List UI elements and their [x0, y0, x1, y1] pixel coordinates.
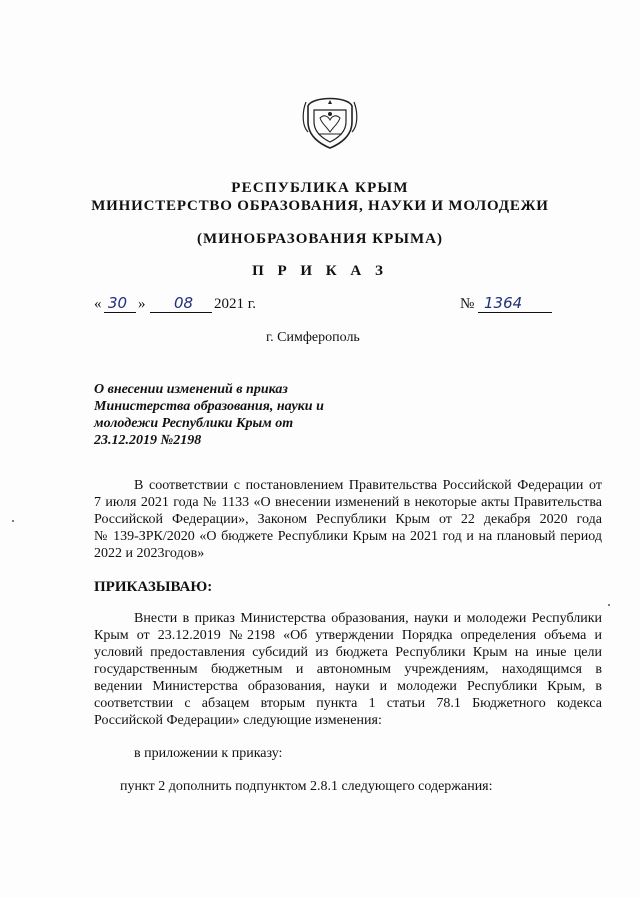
order-number-handwritten: 1364	[484, 294, 523, 312]
orders-heading: ПРИКАЗЫВАЮ:	[94, 579, 213, 595]
republic-heading: РЕСПУБЛИКА КРЫМ	[231, 180, 409, 196]
coat-of-arms-emblem	[302, 92, 358, 150]
paragraph-line: Внести в приказ Министерства образования, науки и молодежи Республики	[134, 611, 602, 626]
appendix-line: в приложении к приказу:	[134, 746, 283, 761]
subject-line: О внесении изменений в приказ	[94, 382, 288, 397]
date-day-handwritten: 30	[108, 294, 128, 312]
date-close-quote: »	[138, 296, 146, 312]
month-underline	[150, 312, 212, 313]
preamble-paragraph	[94, 477, 602, 562]
ministry-short-name: (МИНОБРАЗОВАНИЯ КРЫМА)	[197, 231, 443, 247]
paragraph-line: соответствии с абзацем вторым пункта 1 статьи 78.1 Бюджетного кодекса	[94, 696, 602, 711]
paragraph-line: ведении Министерства образования, науки и молодежи Республики Крым, в	[94, 679, 602, 694]
item-line: пункт 2 дополнить подпунктом 2.8.1 следующего содержания:	[120, 779, 493, 794]
document-type-title: П Р И К А З	[252, 263, 388, 279]
number-underline	[478, 312, 552, 313]
paragraph-line: государственным бюджетным и автономным учреждениям, находящимся в	[94, 662, 602, 677]
subject-line: молодежи Республики Крым от	[94, 416, 294, 431]
order-subject	[94, 381, 354, 449]
orders-paragraph	[94, 610, 602, 729]
paragraph-line: условий предоставления субсидий из бюджета Республики Крым на иные цели	[94, 645, 602, 660]
paragraph-line: № 139-ЗРК/2020 «О бюджете Республики Крым на 2021 год и на плановый период	[94, 529, 602, 544]
subject-line: Министерства образования, науки и	[94, 399, 324, 414]
subject-line: 23.12.2019 №2198	[94, 433, 202, 448]
ministry-heading: МИНИСТЕРСТВО ОБРАЗОВАНИЯ, НАУКИ И МОЛОДЕЖИ	[91, 198, 549, 214]
date-year: 2021 г.	[214, 296, 256, 312]
date-month-handwritten: 08	[174, 294, 194, 312]
paragraph-line: Российской Федерации» следующие изменения:	[94, 713, 382, 728]
scan-speck	[12, 520, 14, 522]
date-number-row	[94, 296, 564, 316]
paragraph-line: Российской Федерации», Законом Республики Крым от 22 декабря 2020 года	[94, 512, 602, 527]
paragraph-line: 7 июля 2021 года № 1133 «О внесении изменений в некоторые акты Правительства	[94, 495, 602, 510]
paragraph-line: В соответствии с постановлением Правительства Российской Федерации от	[134, 478, 602, 493]
paragraph-line: Крым от 23.12.2019 №2198 «Об утверждении Порядка определения объема и	[94, 628, 602, 643]
date-open-quote: «	[94, 296, 102, 312]
scan-speck	[608, 604, 610, 606]
city-line: г. Симферополь	[266, 330, 360, 345]
number-label: №	[460, 296, 475, 312]
day-underline	[104, 312, 136, 313]
paragraph-line: 2022 и 2023годов»	[94, 546, 205, 561]
